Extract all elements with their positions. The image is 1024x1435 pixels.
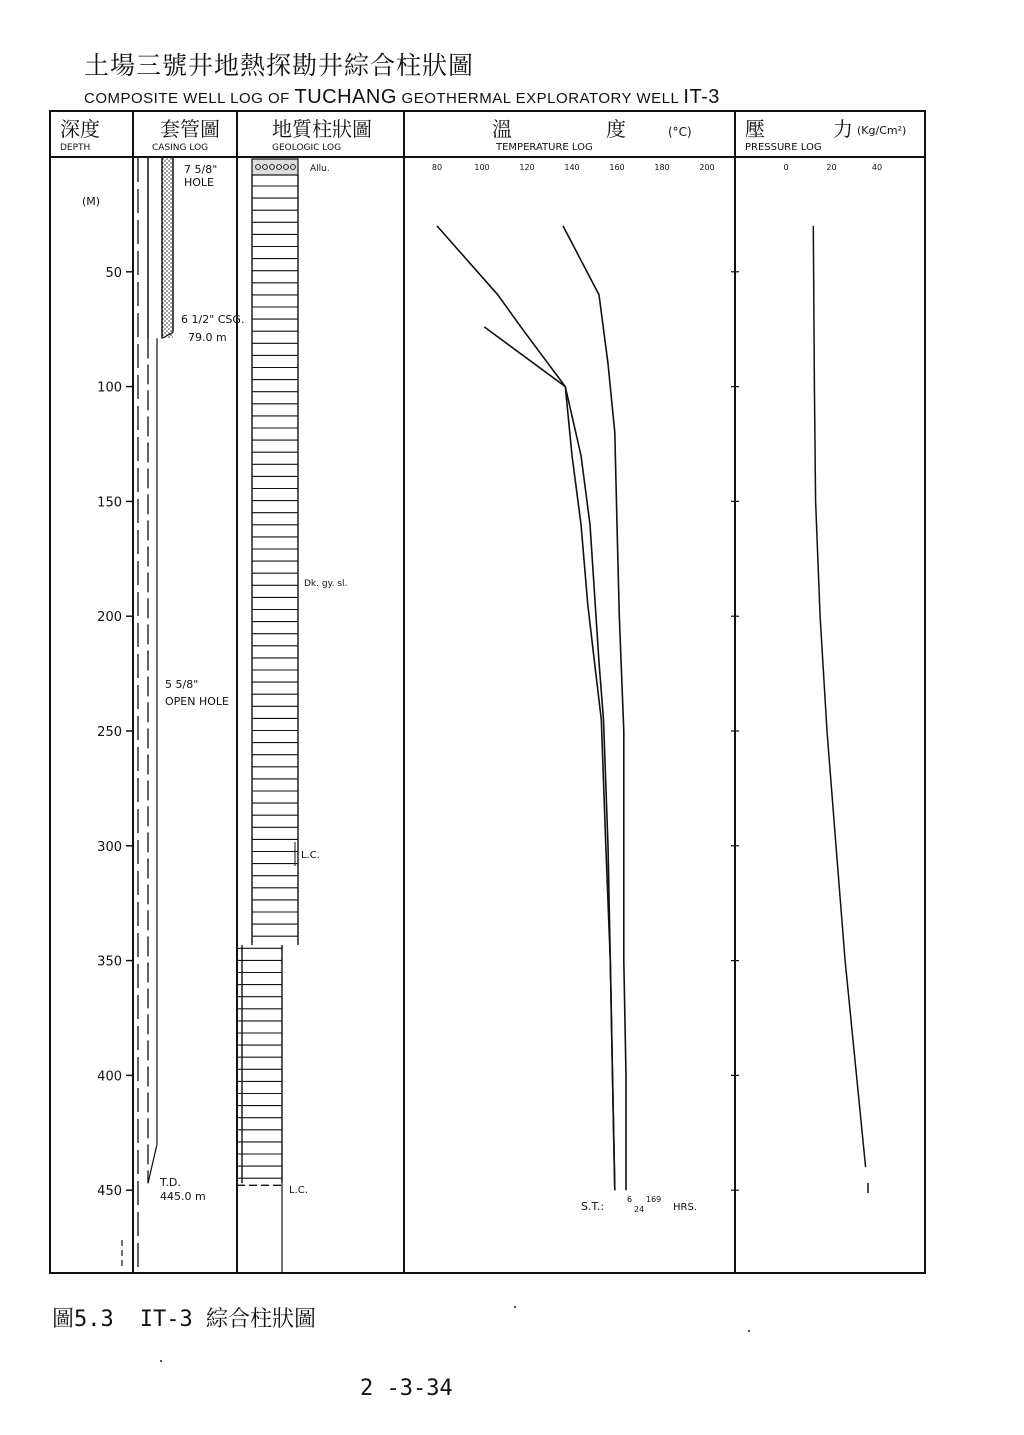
header-pres-cn2: 力: [833, 117, 853, 141]
depth-tick-label: 200: [97, 610, 122, 626]
depth-tick-label: 50: [105, 265, 122, 281]
header-casing-cn: 套管圖: [160, 117, 220, 141]
title-en-part4: IT-3: [683, 86, 720, 108]
title-en-part3: GEOTHERMAL EXPLORATORY WELL: [401, 90, 679, 107]
caption-text: IT-3 綜合柱狀圖: [139, 1307, 316, 1332]
depth-tick-label: 450: [97, 1184, 122, 1200]
casing-td-label: T.D.: [160, 1176, 181, 1189]
header-pres-unit: (Kg/Cm²): [857, 124, 907, 137]
page-number: 2 -3-34: [360, 1376, 453, 1401]
outer-border: [50, 111, 925, 1273]
pressure-tick-label: 40: [871, 163, 883, 172]
header-depth-en: DEPTH: [60, 143, 91, 153]
temperature-curves: [437, 226, 626, 1190]
casing-openhole-size: 5 5/8": [165, 678, 199, 691]
header-pres-cn1: 壓: [745, 117, 765, 141]
depth-tick-label: 300: [97, 839, 122, 855]
temperature-tick-label: 140: [564, 163, 580, 172]
pressure-tick-label: 20: [826, 163, 837, 172]
title-en-part1: COMPOSITE WELL LOG OF: [84, 90, 290, 107]
chart-title-chinese: 土場三號井地熱探勘井綜合柱狀圖: [84, 51, 475, 80]
temperature-tick-label: 160: [609, 163, 625, 172]
depth-tick-label: 350: [97, 954, 122, 970]
pressure-axis: [783, 163, 882, 172]
st-value-24: 24: [634, 1205, 645, 1214]
pressure-tick-label: 0: [783, 163, 789, 172]
speck: [514, 1306, 516, 1308]
header-temp-unit: (°C): [668, 125, 692, 139]
caption-number: 圖5.3: [52, 1307, 114, 1332]
geo-slate-label: Dk. gy. sl.: [304, 579, 348, 589]
header-geo-cn: 地質柱狀圖: [272, 117, 372, 141]
header-temp-cn2: 度: [606, 117, 626, 141]
casing-hole-size: 7 5/8": [184, 163, 218, 176]
speck: [748, 1330, 750, 1332]
depth-tick-label: 400: [97, 1069, 122, 1085]
temperature-tick-label: 80: [431, 163, 443, 172]
depth-axis: [97, 266, 739, 1199]
casing-openhole-label: OPEN HOLE: [165, 695, 229, 708]
figure-caption: [52, 1302, 316, 1333]
geologic-log: [237, 159, 298, 1273]
header-temp-cn1: 溫: [492, 117, 512, 141]
temperature-tick-label: 180: [654, 163, 670, 172]
pressure-curve: [813, 226, 868, 1193]
depth-tick-label: 100: [97, 380, 122, 396]
depth-tick-label: 150: [97, 495, 122, 511]
hole-bottom: [148, 1144, 157, 1183]
alluvium-layer: [252, 159, 298, 175]
geo-alluvium-label: Allu.: [310, 164, 330, 174]
header-casing-en: CASING LOG: [152, 143, 209, 153]
casing-log: [122, 158, 173, 1270]
header-pres-en: PRESSURE LOG: [745, 142, 822, 153]
temperature-curve-24: [484, 327, 615, 1190]
cement-annulus: [162, 158, 173, 338]
casing-csg-depth: 79.0 m: [188, 331, 227, 344]
temperature-tick-label: 120: [519, 163, 535, 172]
title-en-part2: TUCHANG: [294, 86, 397, 108]
depth-unit-label: (M): [82, 195, 101, 208]
st-value-6: 6: [627, 1195, 633, 1204]
geo-lost-circulation-2: L.C.: [289, 1185, 308, 1196]
header-temp-en: TEMPERATURE LOG: [496, 142, 593, 153]
casing-hole-label: HOLE: [184, 176, 215, 189]
temperature-curve-6: [437, 226, 615, 1190]
st-prefix: S.T.:: [581, 1200, 605, 1213]
temperature-tick-label: 200: [699, 163, 715, 172]
st-value-169: 169: [646, 1195, 662, 1204]
header-geo-en: GEOLOGIC LOG: [272, 143, 342, 153]
temperature-curve-169: [563, 226, 626, 1190]
temperature-tick-label: 100: [474, 163, 490, 172]
header-depth-cn: 深度: [60, 117, 100, 141]
st-suffix: HRS.: [673, 1202, 697, 1213]
pressure-curve: [813, 226, 865, 1167]
depth-tick-label: 250: [97, 725, 122, 740]
casing-td-depth: 445.0 m: [160, 1190, 206, 1203]
speck: [160, 1360, 162, 1362]
temperature-axis: [432, 163, 715, 172]
casing-csg-label: 6 1/2" CSG.: [181, 313, 245, 326]
chart-frame: [50, 111, 925, 1273]
geo-lost-circulation-1: L.C.: [301, 850, 320, 861]
